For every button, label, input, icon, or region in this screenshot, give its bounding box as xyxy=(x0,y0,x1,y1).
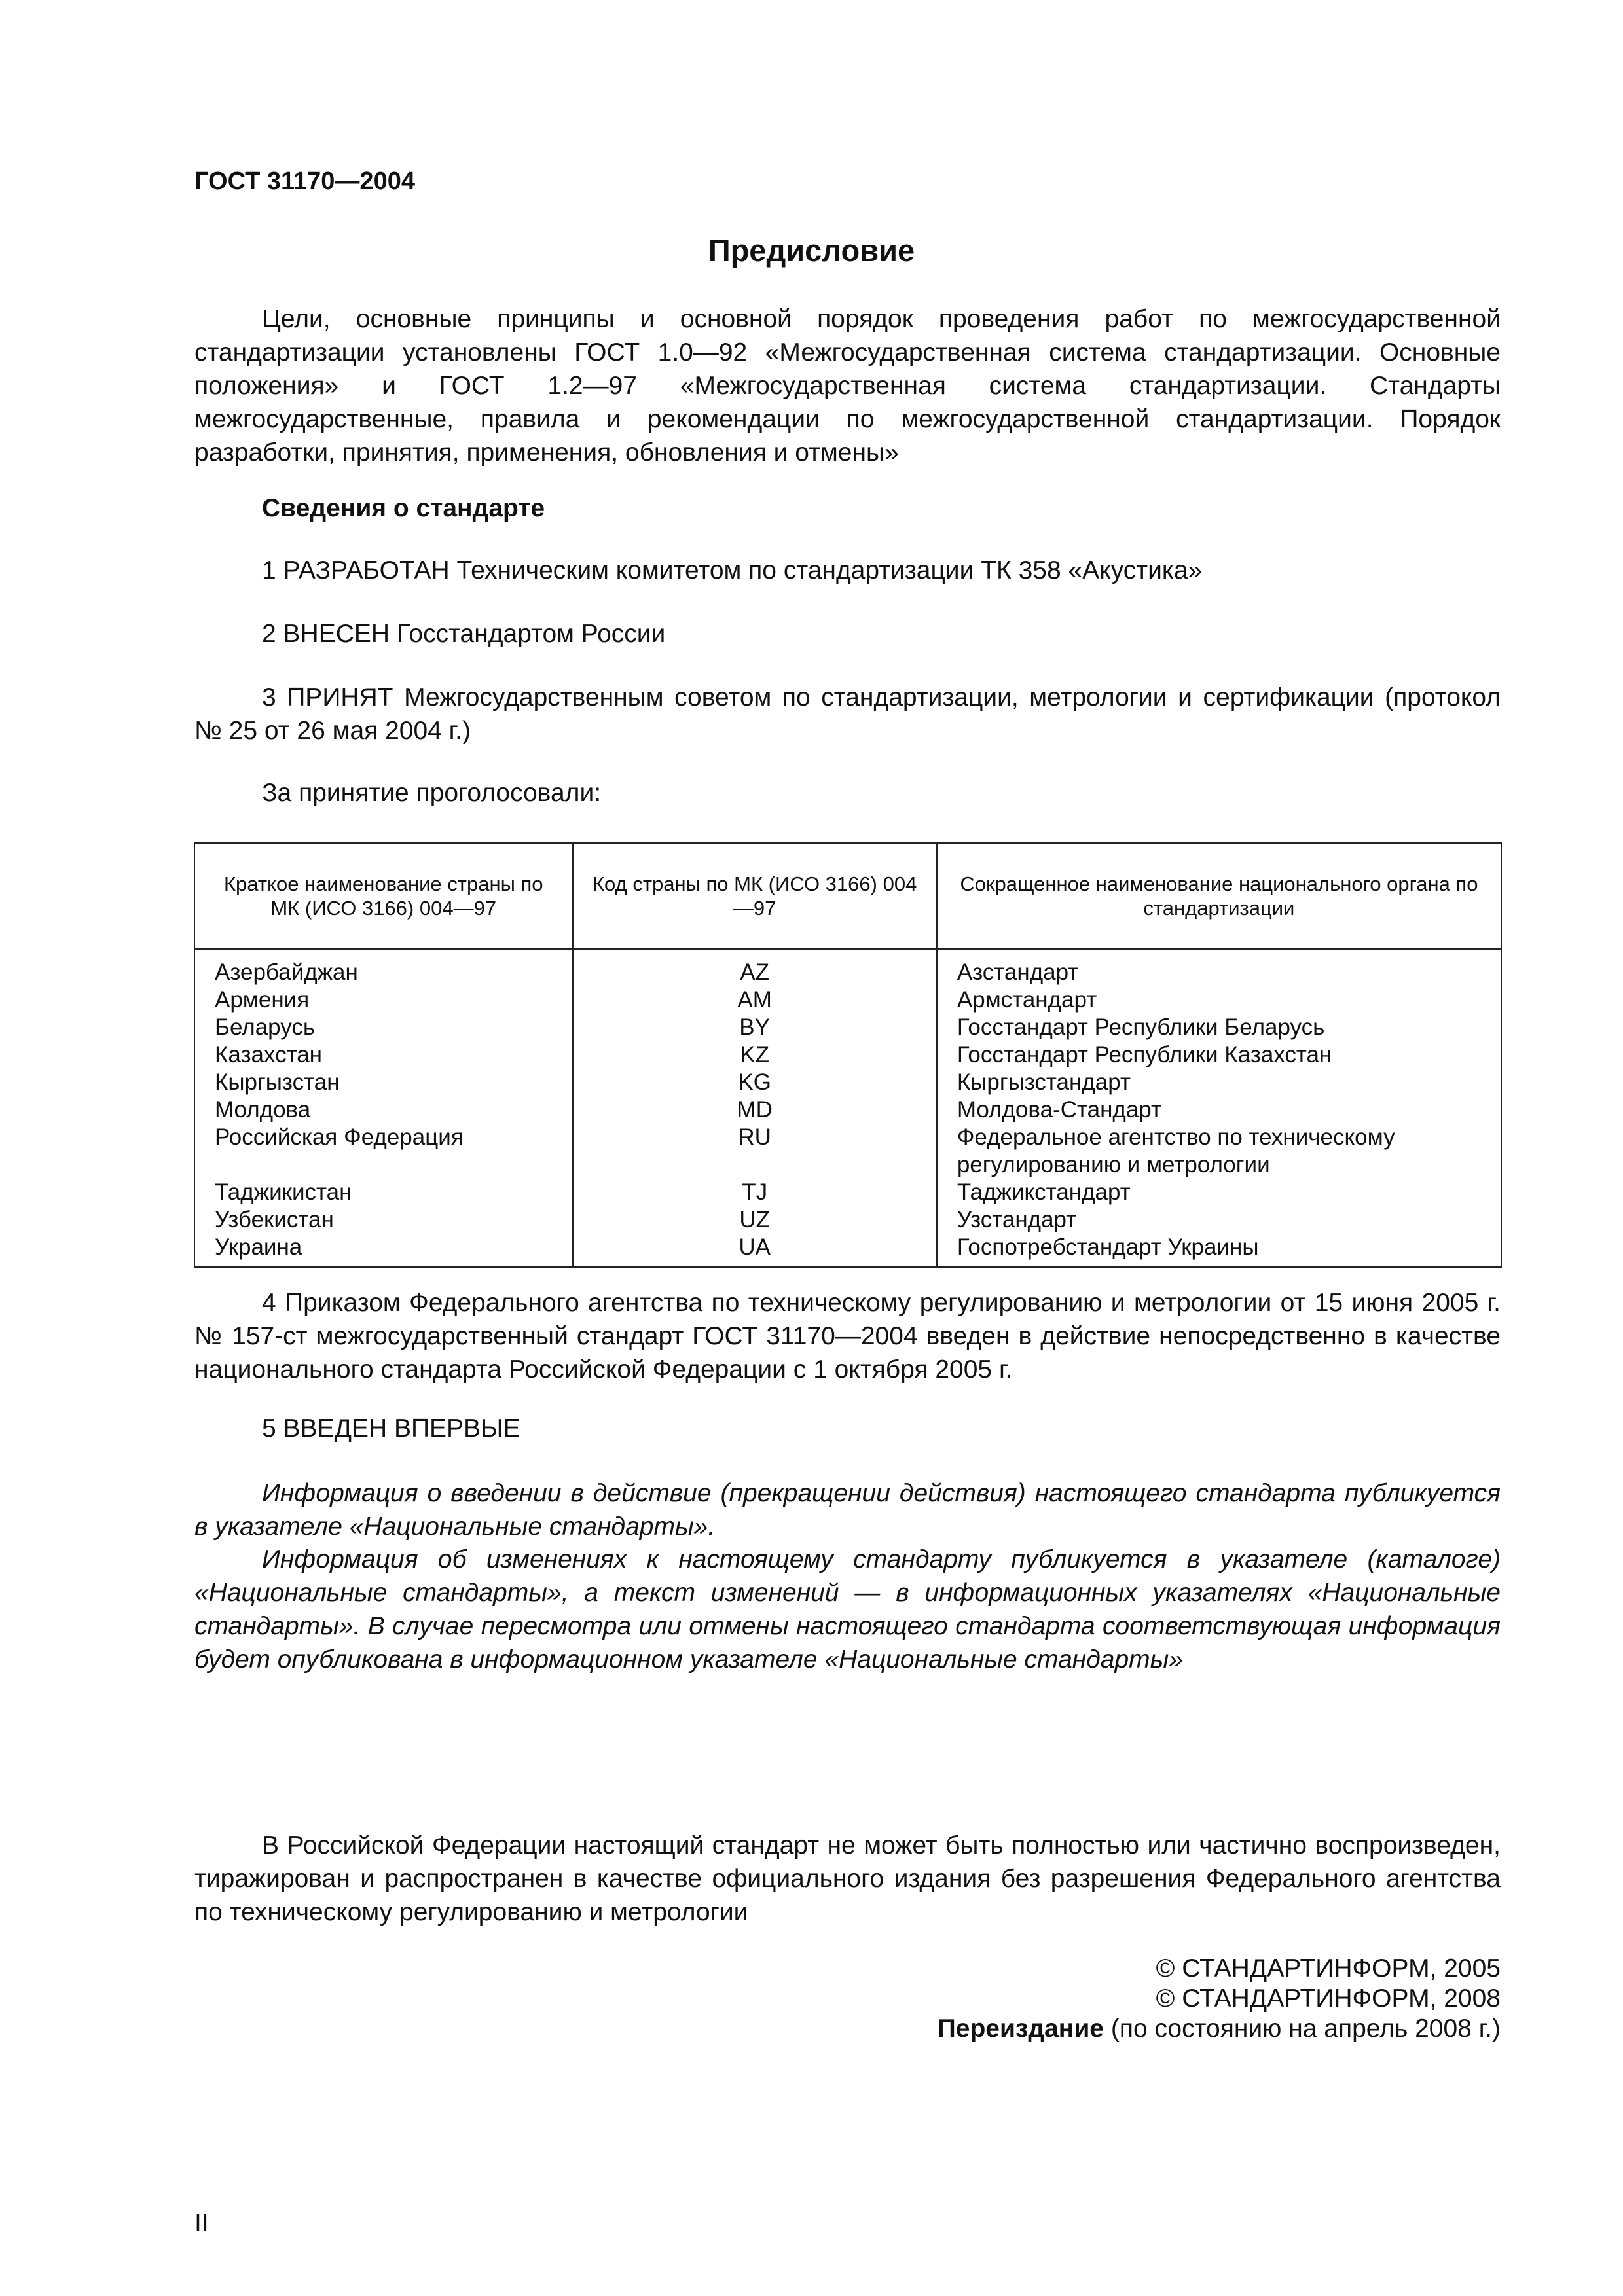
table-row xyxy=(194,1041,1501,1069)
table-row xyxy=(194,949,1501,986)
page-title: Предисловие xyxy=(708,233,915,268)
item-first-introduced: 5 ВВЕДЕН ВПЕРВЫЕ xyxy=(262,1414,520,1443)
header-body: Сокращенное наименование национального органа по стандартизации xyxy=(937,843,1501,949)
table-row xyxy=(194,1124,1501,1179)
item-introduced: 2 ВНЕСЕН Госстандартом России xyxy=(262,620,666,648)
reissue-line xyxy=(938,2014,1501,2044)
cell-body: Молдова-Стандарт xyxy=(937,1096,1501,1124)
cell-body: Армстандарт xyxy=(937,986,1501,1014)
cell-country: Казахстан xyxy=(194,1041,573,1069)
header-country: Краткое наименование страны по МК (ИСО 3166) 004—97 xyxy=(194,843,573,949)
table-header-row xyxy=(194,843,1501,949)
cell-body: Федеральное агентство по техническому регулированию и метрологии xyxy=(937,1124,1501,1179)
cell-country: Таджикистан xyxy=(194,1179,573,1206)
section-heading: Сведения о стандарте xyxy=(262,494,545,522)
cell-body: Узстандарт xyxy=(937,1206,1501,1234)
cell-country: Российская Федерация xyxy=(194,1124,573,1179)
table-row xyxy=(194,1234,1501,1267)
cell-country: Кыргызстан xyxy=(194,1069,573,1096)
cell-body: Азстандарт xyxy=(937,949,1501,986)
voted-caption: За принятие проголосовали: xyxy=(262,779,602,807)
notice-enactment-info: Информация о введении в действие (прекращении действия) настоящего стандарта публикуется в указателе «Национальные стандарты». xyxy=(194,1479,1501,1541)
cell-code: UZ xyxy=(573,1206,937,1234)
reissue-note: (по состоянию на апрель 2008 г.) xyxy=(1104,2015,1501,2043)
table-row xyxy=(194,1014,1501,1041)
voting-table xyxy=(194,842,1502,1268)
standard-id: ГОСТ 31170—2004 xyxy=(194,168,415,195)
cell-body: Госстандарт Республики Казахстан xyxy=(937,1041,1501,1069)
cell-code: MD xyxy=(573,1096,937,1124)
copyright-notice: В Российской Федерации настоящий стандарт не может быть полностью или частично воспроизведен, тиражирован и распространен в качестве официального издания без разрешения Федерального агентства по техническому регулированию и метрологии xyxy=(194,1831,1501,1926)
cell-code: UA xyxy=(573,1234,937,1267)
table-row xyxy=(194,1206,1501,1234)
cell-code: BY xyxy=(573,1014,937,1041)
copyright-line-2008: © СТАНДАРТИНФОРМ, 2008 xyxy=(1156,1984,1501,2013)
cell-code: TJ xyxy=(573,1179,937,1206)
reissue-label: Переиздание xyxy=(937,2015,1104,2043)
item-developed: 1 РАЗРАБОТАН Техническим комитетом по стандартизации ТК 358 «Акустика» xyxy=(262,556,1203,584)
cell-country: Узбекистан xyxy=(194,1206,573,1234)
cell-code: KZ xyxy=(573,1041,937,1069)
item-adopted: 3 ПРИНЯТ Межгосударственным советом по стандартизации, метрологии и сертификации (протокол № 25 от 26 мая 2004 г.) xyxy=(194,683,1501,745)
cell-country: Армения xyxy=(194,986,573,1014)
cell-body: Госстандарт Республики Беларусь xyxy=(937,1014,1501,1041)
copyright-line-2005: © СТАНДАРТИНФОРМ, 2005 xyxy=(1156,1954,1501,1982)
intro-paragraph: Цели, основные принципы и основной порядок проведения работ по межгосударственной стандартизации установлены ГОСТ 1.0—92 «Межгосударственная система стандартизации. Основные положения» и ГОСТ 1.2—97 «Межгосударственная система стандартизации. Стандарты межгосударственные, правила и рекомендации по межгосударственной стандартизации. Порядок разработки, принятия, применения, обновления и отмены» xyxy=(194,305,1501,467)
page-number: II xyxy=(194,2209,209,2237)
cell-body: Кыргызстандарт xyxy=(937,1069,1501,1096)
cell-body: Таджикстандарт xyxy=(937,1179,1501,1206)
cell-country: Молдова xyxy=(194,1096,573,1124)
cell-country: Украина xyxy=(194,1234,573,1267)
table-row xyxy=(194,1069,1501,1096)
notice-changes-info: Информация об изменениях к настоящему стандарту публикуется в указателе (каталоге) «Национальные стандарты», а текст изменений — в информационных указателях «Национальные стандарты». В случае пересмотра или отмены настоящего стандарта соответствующая информация будет опубликована в информационном указателе «Национальные стандарты» xyxy=(194,1545,1501,1674)
cell-country: Беларусь xyxy=(194,1014,573,1041)
cell-code: AZ xyxy=(573,949,937,986)
cell-code: RU xyxy=(573,1124,937,1179)
table-row xyxy=(194,1096,1501,1124)
table-row xyxy=(194,1179,1501,1206)
cell-code: AM xyxy=(573,986,937,1014)
cell-body: Госпотребстандарт Украины xyxy=(937,1234,1501,1267)
cell-country: Азербайджан xyxy=(194,949,573,986)
table-row xyxy=(194,986,1501,1014)
cell-code: KG xyxy=(573,1069,937,1096)
item-enacted: 4 Приказом Федерального агентства по техническому регулированию и метрологии от 15 июня 2005 г. № 157-ст межгосударственный стандарт ГОСТ 31170—2004 введен в действие непосредственно в качестве национального стандарта Российской Федерации с 1 октября 2005 г. xyxy=(194,1289,1501,1384)
header-code: Код страны по МК (ИСО 3166) 004—97 xyxy=(573,843,937,949)
